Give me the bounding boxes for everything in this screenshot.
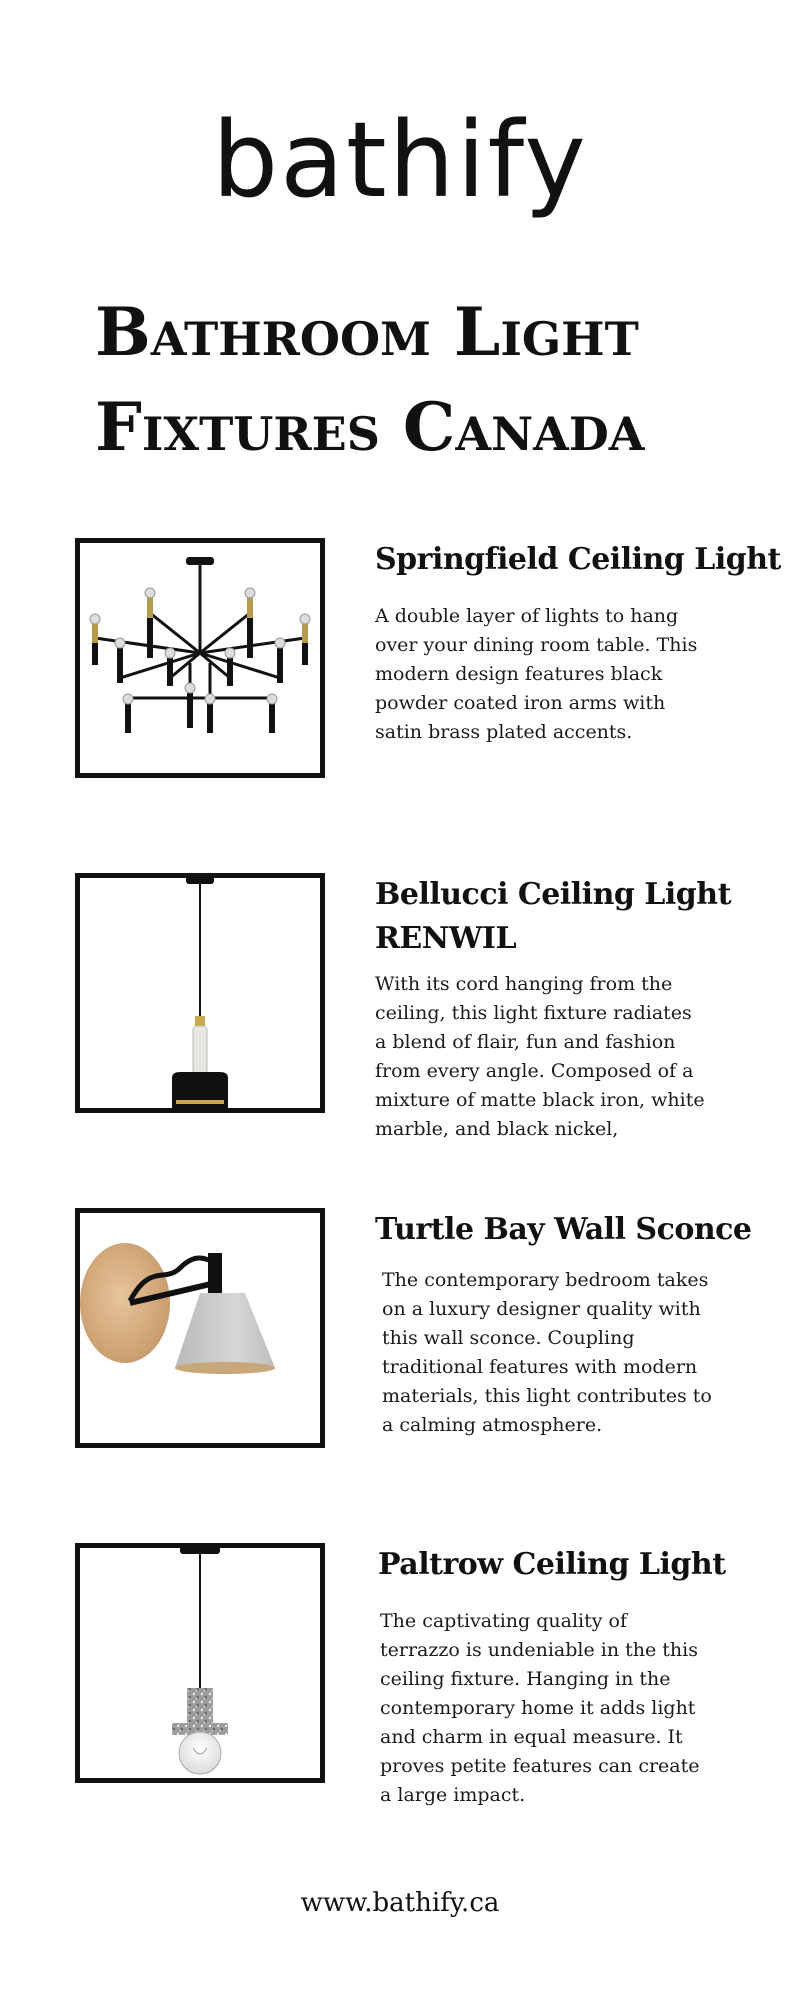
page-title-line-2: Fixtures Canada: [95, 388, 645, 466]
page-title-line-1: Bathroom Light: [95, 293, 639, 371]
product-paltrow: [0, 1543, 800, 1806]
product-turtle-bay: [0, 1208, 800, 1458]
website-link[interactable]: www.bathify.ca: [300, 1888, 500, 1918]
product-springfield: [0, 538, 800, 788]
product-description: The captivating quality of terrazzo is undeniable in the this ceiling fixture. Hanging in the contemporary home it adds light and charm in equal measure. It proves petite features can create a large impact.: [380, 1610, 700, 1806]
terrazzo-pendant-icon: [75, 1543, 325, 1783]
product-title: Springfield Ceiling Light: [375, 542, 781, 577]
product-description: A double layer of lights to hang over your dining room table. This modern design features black powder coated iron arms with satin brass plated accents.: [375, 605, 698, 743]
logo-text: bathify: [212, 99, 588, 221]
product-bellucci: [0, 873, 800, 1140]
page-title: [95, 285, 735, 475]
product-description: The contemporary bedroom takes on a luxury designer quality with this wall sconce. Coupling traditional features with modern materials, this light contributes to a calming atmosphere.: [382, 1269, 712, 1436]
brand-logo: [0, 99, 800, 221]
product-title: Bellucci Ceiling Light RENWIL: [375, 877, 731, 956]
wall-sconce-icon: [75, 1208, 325, 1448]
pendant-light-icon: [75, 873, 325, 1113]
chandelier-icon: [75, 538, 325, 778]
product-title: Paltrow Ceiling Light: [378, 1547, 726, 1582]
product-description: With its cord hanging from the ceiling, this light fixture radiates a blend of flair, fun and fashion from every angle. Composed of a mixture of matte black iron, white marble, and black nickel,: [375, 973, 705, 1140]
product-title: Turtle Bay Wall Sconce: [375, 1212, 752, 1247]
